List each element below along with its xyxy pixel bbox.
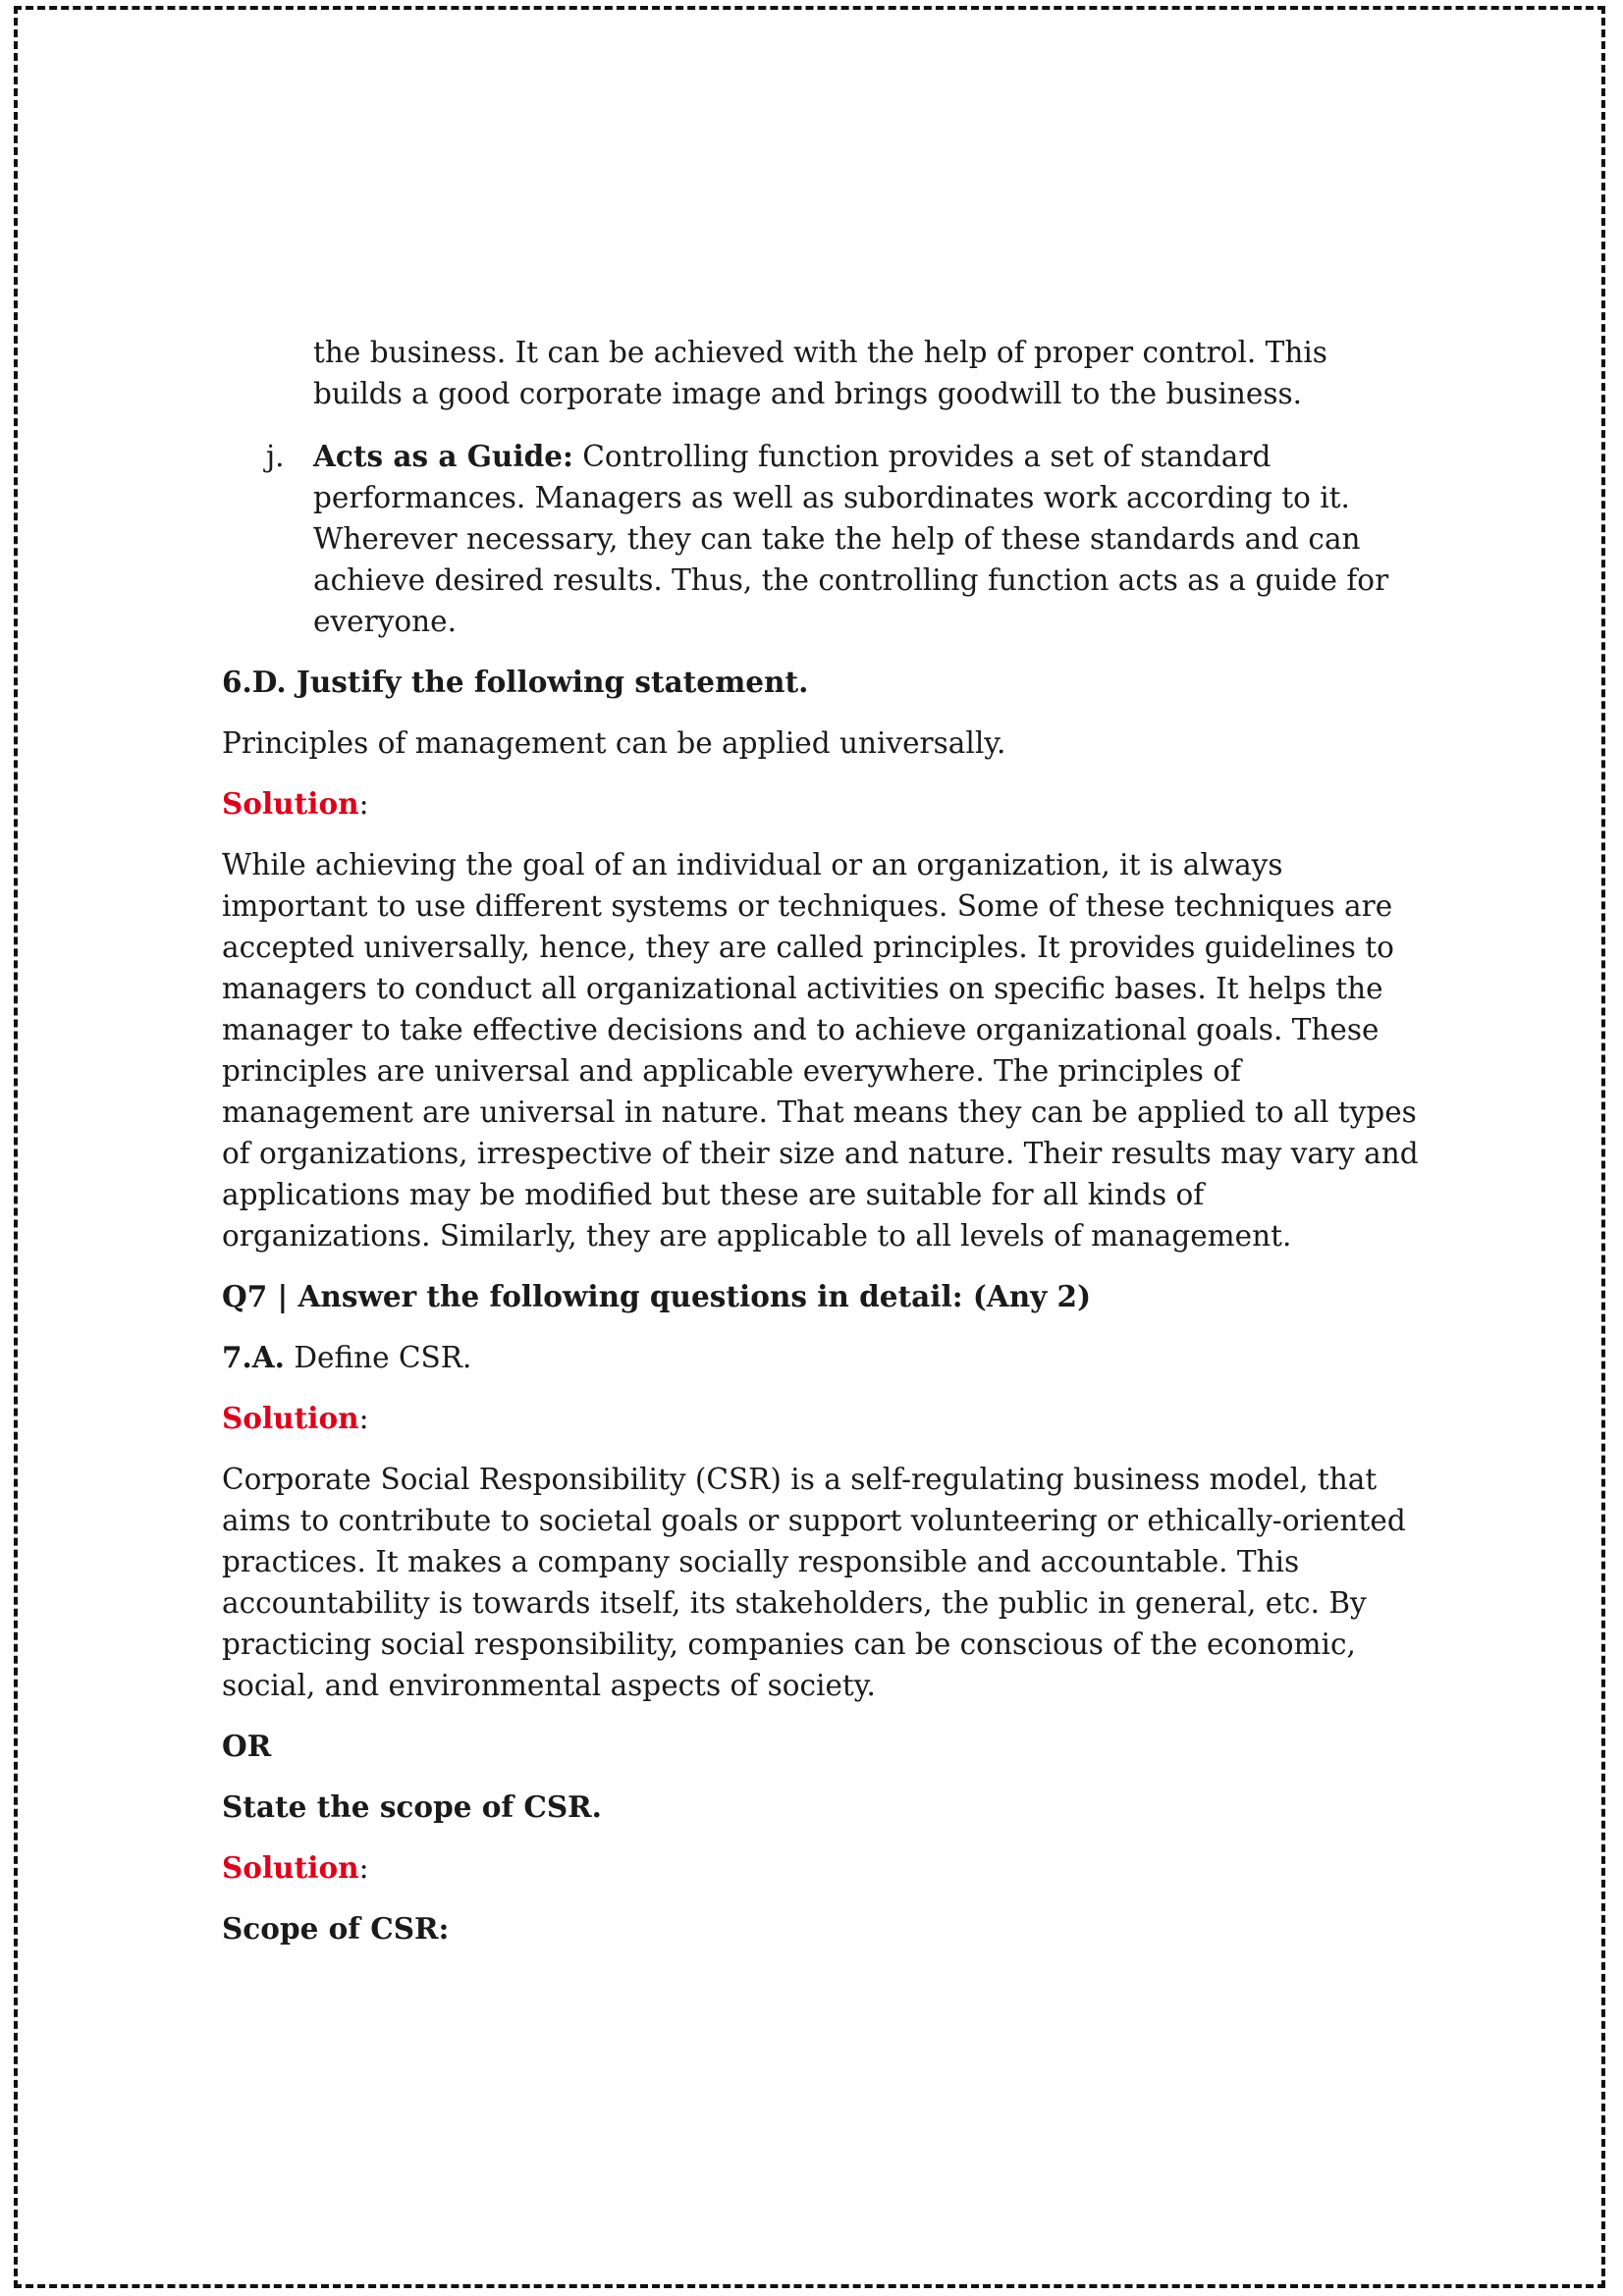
question-7a-text: Define CSR. bbox=[294, 1341, 472, 1374]
solution-colon: : bbox=[358, 1402, 369, 1435]
page-content bbox=[222, 332, 1420, 1949]
solution-colon: : bbox=[358, 1851, 369, 1885]
question-7a-label: 7.A. bbox=[222, 1340, 285, 1374]
solution-colon: : bbox=[358, 787, 369, 821]
answer-7a: Corporate Social Responsibility (CSR) is a self-regulating business model, that aims to contribute to societal goals or support volunteering or ethically-oriented practices. It makes a company socially responsible and accountable. This accountability is towards itself, its stakeholders, the public in general, etc. By practicing social responsibility, companies can be conscious of the economic, social, and environmental aspects of society. bbox=[222, 1463, 1406, 1702]
question-7a bbox=[222, 1337, 1420, 1378]
solution-label-7a bbox=[222, 1398, 1420, 1439]
continuation-paragraph: the business. It can be achieved with the help of proper control. This builds a good corporate image and brings goodwill to the business. bbox=[313, 336, 1327, 410]
list-marker: j. bbox=[266, 440, 285, 473]
solution-label-6d bbox=[222, 783, 1420, 825]
solution-label-7a-alt bbox=[222, 1847, 1420, 1889]
question-6d-statement: Principles of management can be applied universally. bbox=[222, 726, 1006, 760]
solution-word: Solution bbox=[222, 1401, 359, 1435]
list-item-j bbox=[222, 436, 1420, 642]
list-item-text: Controlling function provides a set of standard performances. Managers as well as subordinates work according to it. Wherever necessary, they can take the help of these standards and can achieve desired results. Thus, the controlling function acts as a guide for everyone. bbox=[313, 440, 1389, 638]
answer-6d: While achieving the goal of an individual or an organization, it is always important to use different systems or techniques. Some of these techniques are accepted universally, hence, they are called principles. It provides guidelines to managers to conduct all organizational activities on specific bases. It helps the manager to take effective decisions and to achieve organizational goals. These principles are universal and applicable everywhere. The principles of management are universal in nature. That means they can be applied to all types of organizations, irrespective of their size and nature. Their results may vary and applications may be modified but these are suitable for all kinds of organizations. Similarly, they are applicable to all levels of management. bbox=[222, 848, 1419, 1253]
solution-word: Solution bbox=[222, 786, 359, 821]
scope-heading: Scope of CSR: bbox=[222, 1911, 450, 1946]
question-7a-alternative: State the scope of CSR. bbox=[222, 1789, 602, 1824]
list-item-title: Acts as a Guide: bbox=[313, 439, 573, 473]
or-separator: OR bbox=[222, 1729, 272, 1763]
question-7-heading: Q7 | Answer the following questions in detail: (Any 2) bbox=[222, 1279, 1092, 1313]
question-6d-heading: 6.D. Justify the following statement. bbox=[222, 665, 809, 699]
solution-word: Solution bbox=[222, 1850, 359, 1885]
